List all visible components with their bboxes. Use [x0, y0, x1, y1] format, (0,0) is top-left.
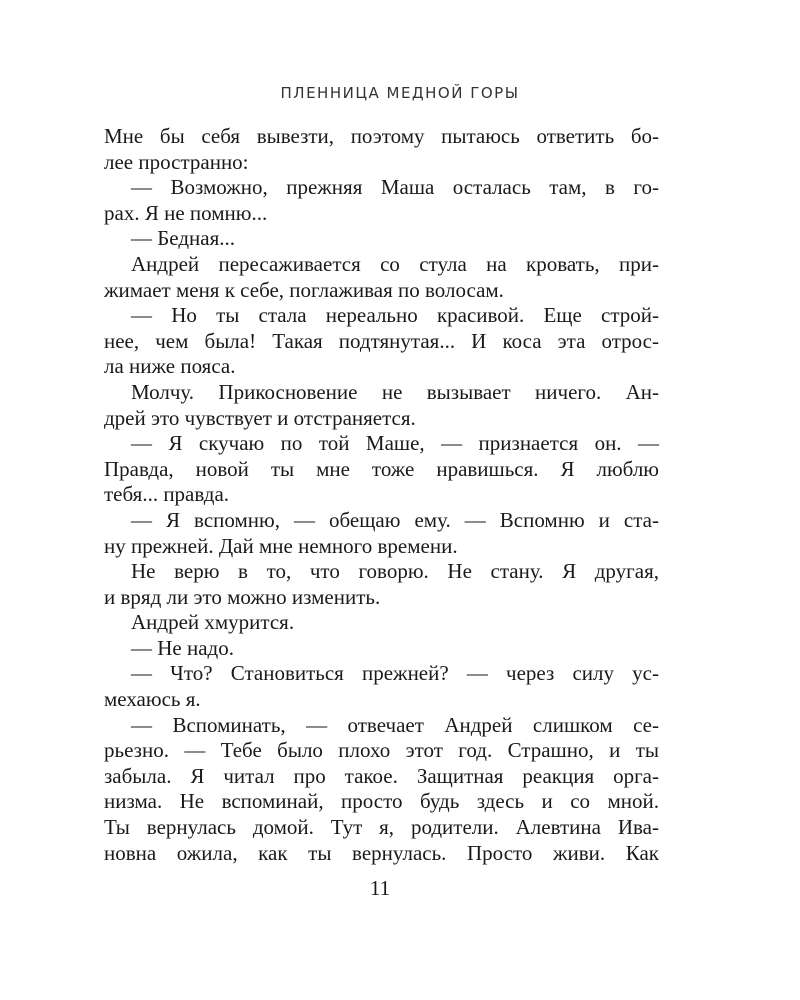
text-line: Ты вернулась домой. Тут я, родители. Алевтина Ива- [104, 815, 659, 840]
text-line: — Возможно, прежняя Маша осталась там, в го- [131, 175, 659, 200]
text-line: и вряд ли это можно изменить. [104, 584, 381, 609]
text-line: — Что? Становиться прежней? — через силу ус- [131, 661, 659, 686]
text-line: дрей это чувствует и отстраняется. [104, 405, 416, 430]
text-line: — Но ты стала нереально красивой. Еще строй- [131, 303, 659, 328]
text-line: Андрей хмурится. [131, 610, 295, 635]
text-line: лее пространно: [104, 149, 249, 174]
text-line: ла ниже пояса. [104, 354, 236, 379]
text-line: рьезно. — Тебе было плохо этот год. Страшно, и ты [104, 738, 659, 763]
text-line: — Я вспомню, — обещаю ему. — Вспомню и ста- [131, 507, 659, 532]
text-line: нее, чем была! Такая подтянутая... И коса эта отрос- [104, 328, 659, 353]
running-head: ПЛЕННИЦА МЕДНОЙ ГОРЫ [280, 84, 520, 102]
text-line: Правда, новой ты мне тоже нравишься. Я люблю [104, 456, 659, 481]
text-line: — Вспоминать, — отвечает Андрей слишком се- [131, 712, 659, 737]
text-line: низма. Не вспоминай, просто будь здесь и со мной. [104, 789, 659, 814]
text-line: Молчу. Прикосновение не вызывает ничего. Ан- [131, 379, 659, 404]
text-line: рах. Я не помню... [104, 200, 268, 225]
text-line: — Не надо. [131, 635, 234, 660]
text-line: забыла. Я читал про такое. Защитная реакция орга- [104, 763, 659, 788]
body-text [104, 124, 659, 866]
text-line: Мне бы себя вывезти, поэтому пытаюсь ответить бо- [104, 124, 659, 148]
text-line: — Я скучаю по той Маше, — признается он. — [131, 431, 659, 456]
text-line: жимает меня к себе, поглаживая по волосам. [104, 277, 504, 302]
text-line: Андрей пересаживается со стула на кровать, при- [131, 251, 659, 276]
text-line: тебя... правда. [104, 482, 230, 507]
text-line: новна ожила, как ты вернулась. Просто живи. Как [104, 840, 659, 865]
text-line: Не верю в то, что говорю. Не стану. Я другая, [131, 559, 659, 584]
text-line: мехаюсь я. [104, 687, 201, 712]
text-line: ну прежней. Дай мне немного времени. [104, 533, 458, 558]
text-line: — Бедная... [131, 226, 236, 251]
page-number: 11 [369, 876, 391, 900]
